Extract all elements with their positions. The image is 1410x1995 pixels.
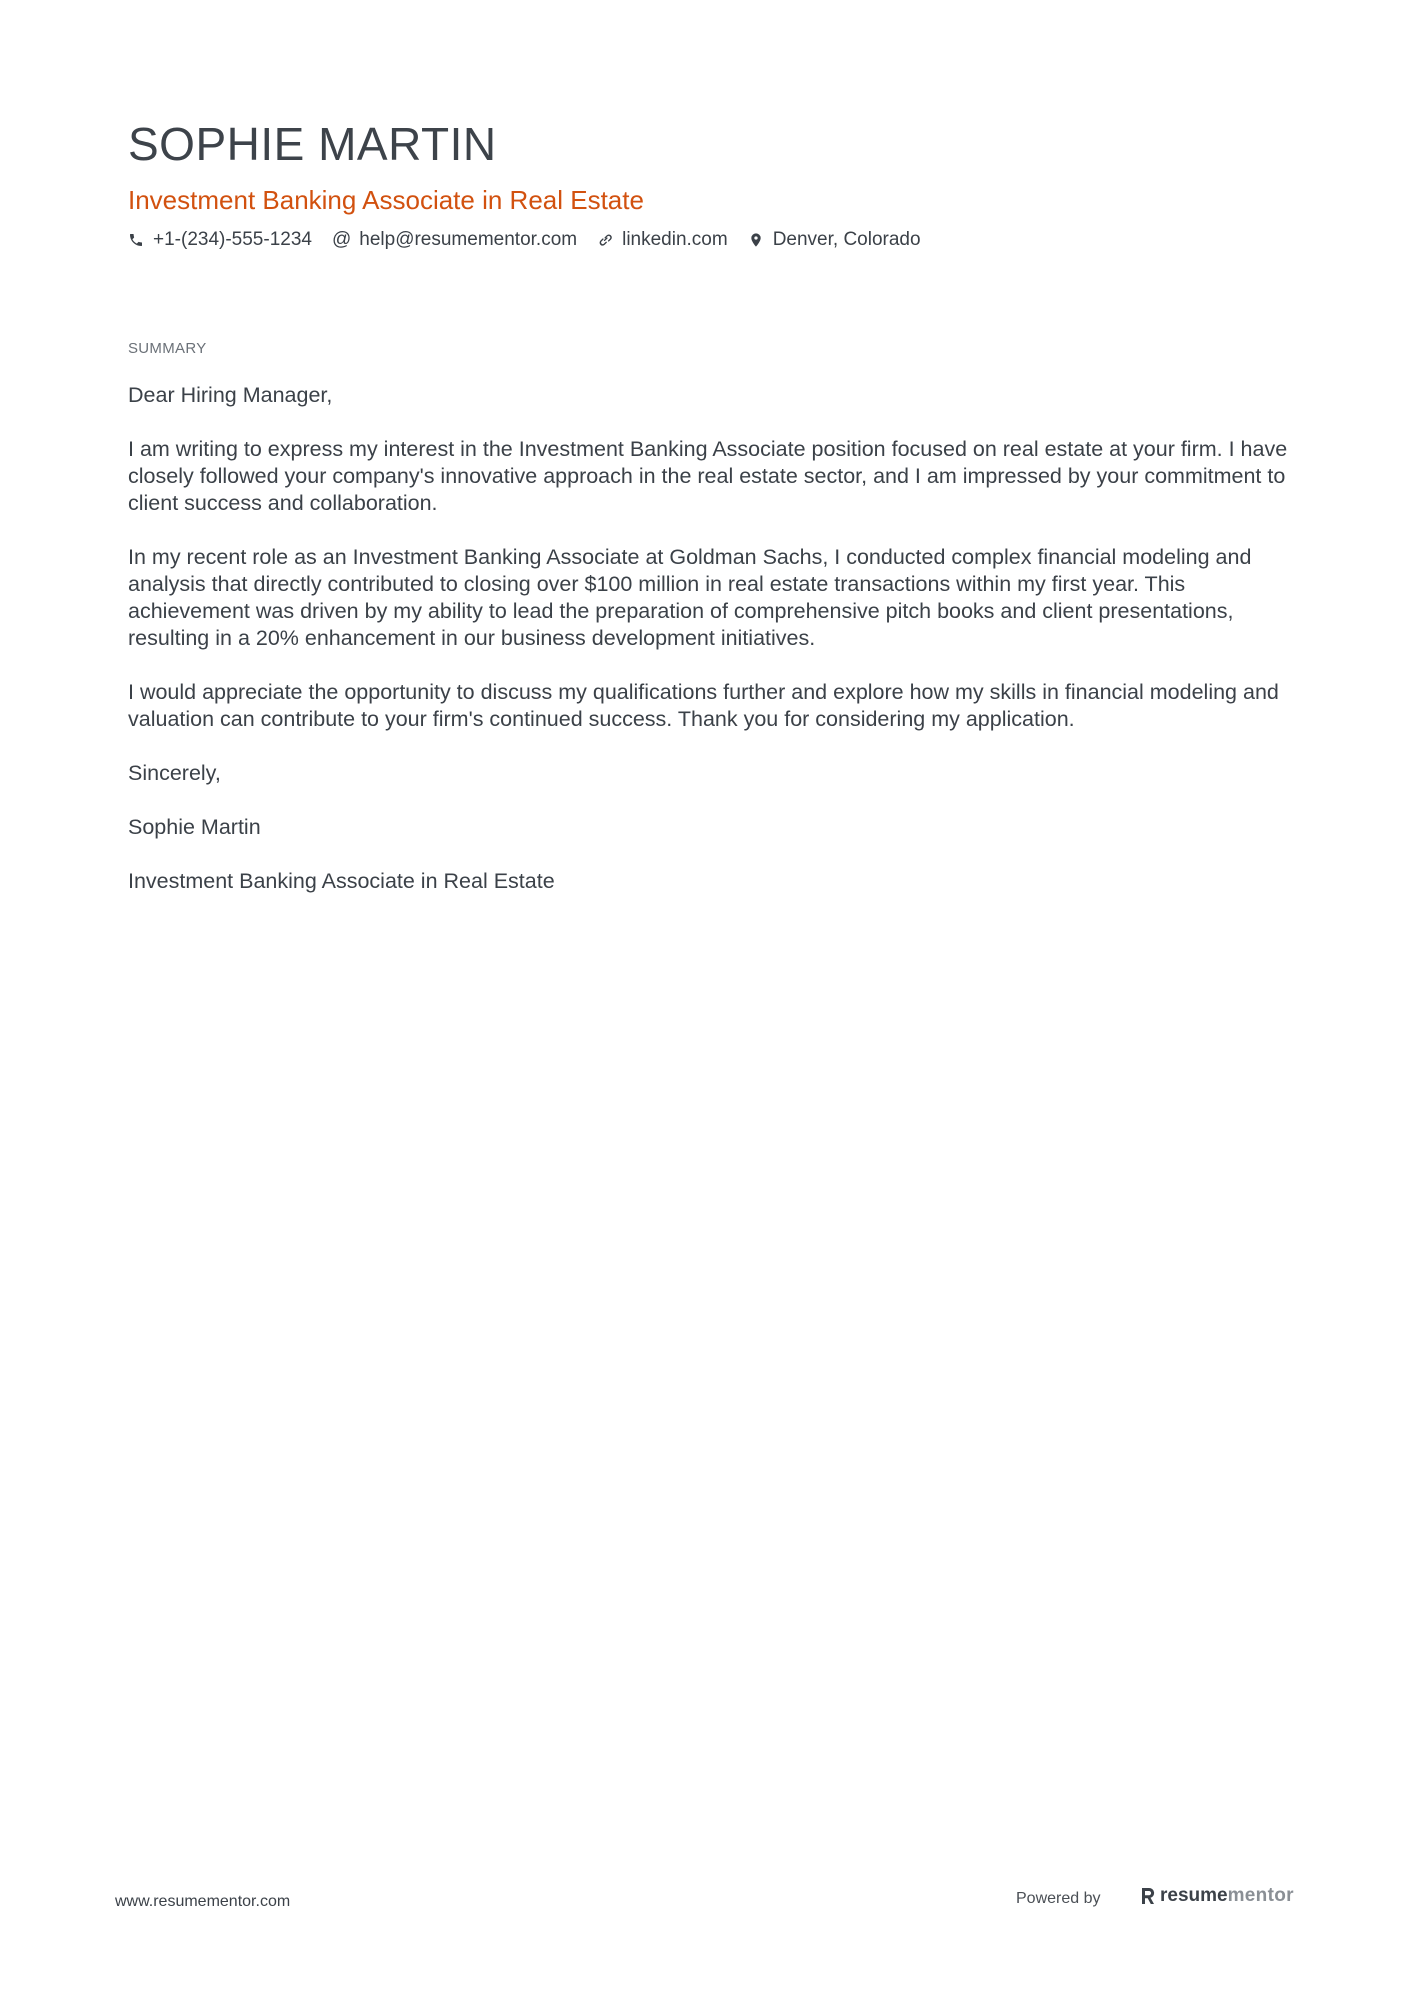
- powered-by-label: Powered by: [1016, 1890, 1101, 1907]
- letter-body: [128, 382, 1288, 922]
- letter-paragraph: I would appreciate the opportunity to discuss my qualifications further and explore how my skills in financial modeling and valuation can contribute to your firm's continued success. Thank you for considering my application.: [128, 680, 1279, 731]
- email-text: help@resumementor.com: [359, 229, 578, 250]
- contact-email[interactable]: [332, 228, 577, 252]
- candidate-name: SOPHIE MARTIN: [128, 118, 497, 170]
- brand-text-mentor: mentor: [1227, 1885, 1294, 1906]
- letter-paragraph: I am writing to express my interest in the Investment Banking Associate position focused on real estate at your firm. I have closely followed your company's innovative approach in the real estate sector, and I am impressed by your commitment to client success and collaboration.: [128, 437, 1288, 515]
- summary-section-label: SUMMARY: [128, 340, 207, 357]
- letter-greeting: Dear Hiring Manager,: [128, 383, 333, 407]
- at-icon: @: [331, 229, 352, 250]
- letter-paragraph: In my recent role as an Investment Banking Associate at Goldman Sachs, I conducted complex financial modeling and analysis that directly contributed to closing over $100 million in real estate transactions within my first year. This achievement was driven by my ability to lead the preparation of comprehensive pitch books and client presentations, resulting in a 20% enhancement in our business development initiatives.: [128, 545, 1252, 650]
- contact-bar: [128, 228, 1288, 252]
- header: [128, 116, 1288, 252]
- footer-url-link[interactable]: www.resumementor.com: [115, 1893, 291, 1910]
- website-text: linkedin.com: [622, 229, 728, 250]
- contact-phone: [128, 228, 312, 252]
- letter-closing: Sincerely,: [128, 761, 221, 785]
- link-icon: [597, 232, 613, 248]
- signature-name: Sophie Martin: [128, 815, 261, 839]
- resumementor-logo-icon: [1140, 1886, 1156, 1906]
- contact-location: [748, 228, 921, 252]
- candidate-role: Investment Banking Associate in Real Estate: [128, 185, 644, 215]
- brand-logo[interactable]: [1140, 1885, 1294, 1907]
- phone-text: +1-(234)-555-1234: [153, 229, 312, 250]
- contact-website[interactable]: [597, 228, 728, 252]
- location-text: Denver, Colorado: [772, 229, 921, 250]
- location-pin-icon: [748, 232, 764, 248]
- brand-text-resume: resume: [1160, 1885, 1228, 1906]
- phone-icon: [128, 232, 144, 248]
- signature-title: Investment Banking Associate in Real Estate: [128, 869, 555, 893]
